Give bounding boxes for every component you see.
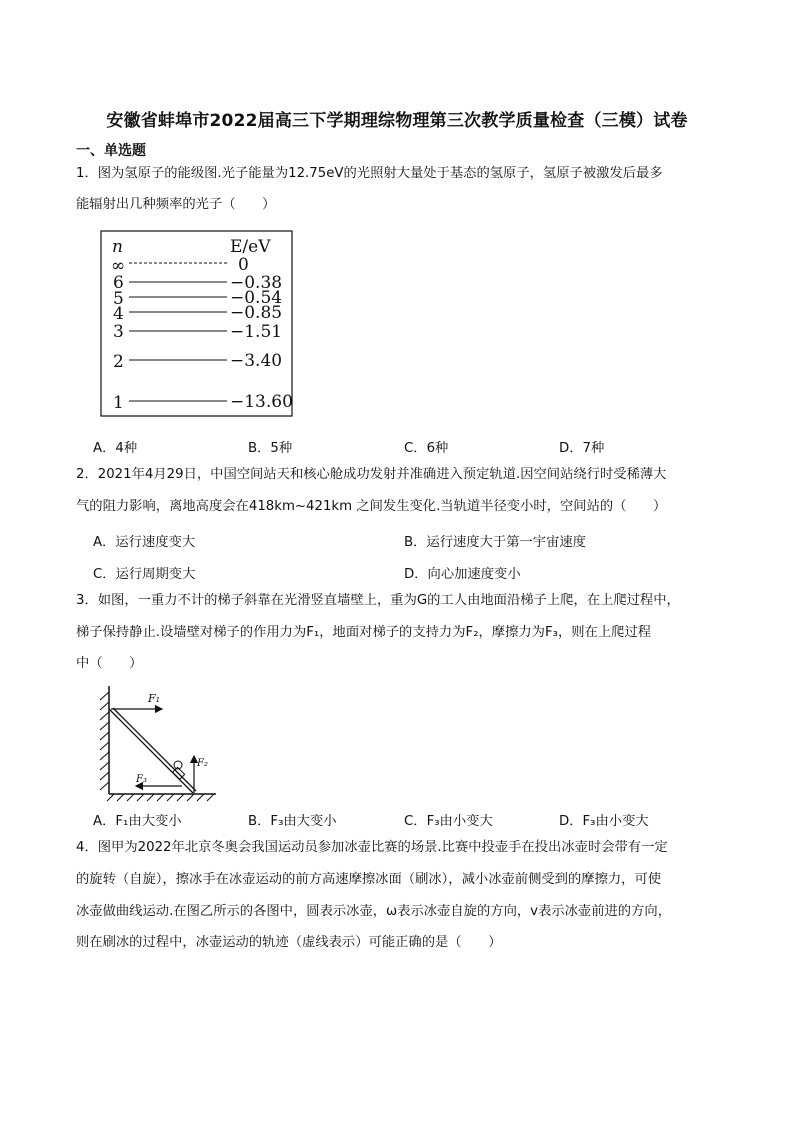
q1-text-line1: 1．图为氢原子的能级图.光子能量为12.75eV的光照射大量处于基态的氢原子，氢原子被激发后最多 bbox=[76, 166, 663, 181]
q2-option-a[interactable]: A．运行速度变大 bbox=[93, 535, 196, 550]
level-e-6: −0.38 bbox=[230, 273, 283, 293]
level-n-5: 5 bbox=[113, 289, 124, 309]
q2-option-b[interactable]: B．运行速度大于第一宇宙速度 bbox=[404, 535, 586, 550]
ladder-rail-2 bbox=[113, 708, 196, 791]
level-n-1: 1 bbox=[113, 393, 124, 413]
q3-option-a[interactable]: A．F₁由大变小 bbox=[93, 814, 182, 829]
level-e-3: −1.51 bbox=[230, 322, 283, 342]
force-f1-label: F₁ bbox=[148, 692, 161, 705]
q1-option-d[interactable]: D．7种 bbox=[559, 441, 605, 456]
level-n-3: 3 bbox=[113, 322, 124, 342]
ladder-rail-1 bbox=[109, 709, 193, 793]
q1-text-line2: 能辐射出几种频率的光子（ ） bbox=[76, 197, 276, 212]
q2-option-d[interactable]: D．向心加速度变小 bbox=[404, 567, 521, 582]
energy-axis-label: E/eV bbox=[230, 237, 271, 257]
q3-option-c[interactable]: C．F₃由小变大 bbox=[404, 814, 493, 829]
section-heading: 一、单选题 bbox=[76, 143, 146, 159]
level-e-1: −13.60 bbox=[230, 392, 293, 412]
level-e-4: −0.85 bbox=[230, 303, 283, 323]
force-f2-label: F₂ bbox=[197, 758, 208, 769]
n-axis-label: n bbox=[112, 237, 123, 257]
q2-text-line2: 气的阻力影响，离地高度会在418km~421km 之间发生变化.当轨道半径变小时，空间站的（ ） bbox=[76, 499, 667, 514]
q3-text-line2: 梯子保持静止.设墙壁对梯子的作用力为F₁，地面对梯子的支持力为F₂，摩擦力为F₃，则在上爬过程 bbox=[76, 625, 652, 640]
wall-hatching bbox=[100, 692, 109, 790]
q2-option-c[interactable]: C．运行周期变大 bbox=[93, 567, 196, 582]
page-title: 安徽省蚌埠市2022届高三下学期理综物理第三次教学质量检查（三模）试卷 bbox=[106, 111, 688, 131]
q2-text-line1: 2．2021年4月29日，中国空间站天和核心舱成功发射并准确进入预定轨道.因空间站绕行时受稀薄大 bbox=[76, 467, 667, 482]
q3-option-b[interactable]: B．F₃由大变小 bbox=[248, 814, 337, 829]
ground-hatching bbox=[107, 794, 214, 801]
level-n-2: 2 bbox=[113, 352, 124, 372]
level-n-6: 6 bbox=[113, 273, 124, 293]
q4-text-line2: 的旋转（自旋），擦冰手在冰壶运动的前方高速摩擦冰面（刷冰），减小冰壶前侧受到的摩擦力，可使 bbox=[76, 872, 662, 887]
q4-text-line1: 4．图甲为2022年北京冬奥会我国运动员参加冰壶比赛的场景.比赛中投壶手在投出冰壶时会带有一定 bbox=[76, 840, 668, 855]
q3-text-line1: 3．如图，一重力不计的梯子斜靠在光滑竖直墙壁上，重为G的工人由地面沿梯子上爬，在上爬过程中， bbox=[76, 593, 680, 608]
level-e-5: −0.54 bbox=[230, 288, 283, 308]
level-n-inf: ∞ bbox=[111, 256, 126, 276]
level-n-4: 4 bbox=[113, 304, 124, 324]
level-e-inf: 0 bbox=[238, 255, 249, 275]
q1-option-a[interactable]: A．4种 bbox=[93, 441, 138, 456]
energy-level-diagram bbox=[100, 230, 294, 418]
ladder-diagram bbox=[92, 680, 222, 804]
q4-text-line4: 则在刷冰的过程中，冰壶运动的轨迹（虚线表示）可能正确的是（ ） bbox=[76, 935, 502, 950]
force-f3-label: F₃ bbox=[136, 774, 147, 785]
level-e-2: −3.40 bbox=[230, 351, 283, 371]
q3-text-line3: 中（ ） bbox=[76, 656, 143, 671]
q1-option-c[interactable]: C．6种 bbox=[404, 441, 449, 456]
q4-text-line3: 冰壶做曲线运动.在图乙所示的各图中，圆表示冰壶，ω表示冰壶自旋的方向，v表示冰壶前进的方向， bbox=[76, 904, 671, 919]
q3-option-d[interactable]: D．F₃由小变大 bbox=[559, 814, 649, 829]
q1-option-b[interactable]: B．5种 bbox=[248, 441, 293, 456]
